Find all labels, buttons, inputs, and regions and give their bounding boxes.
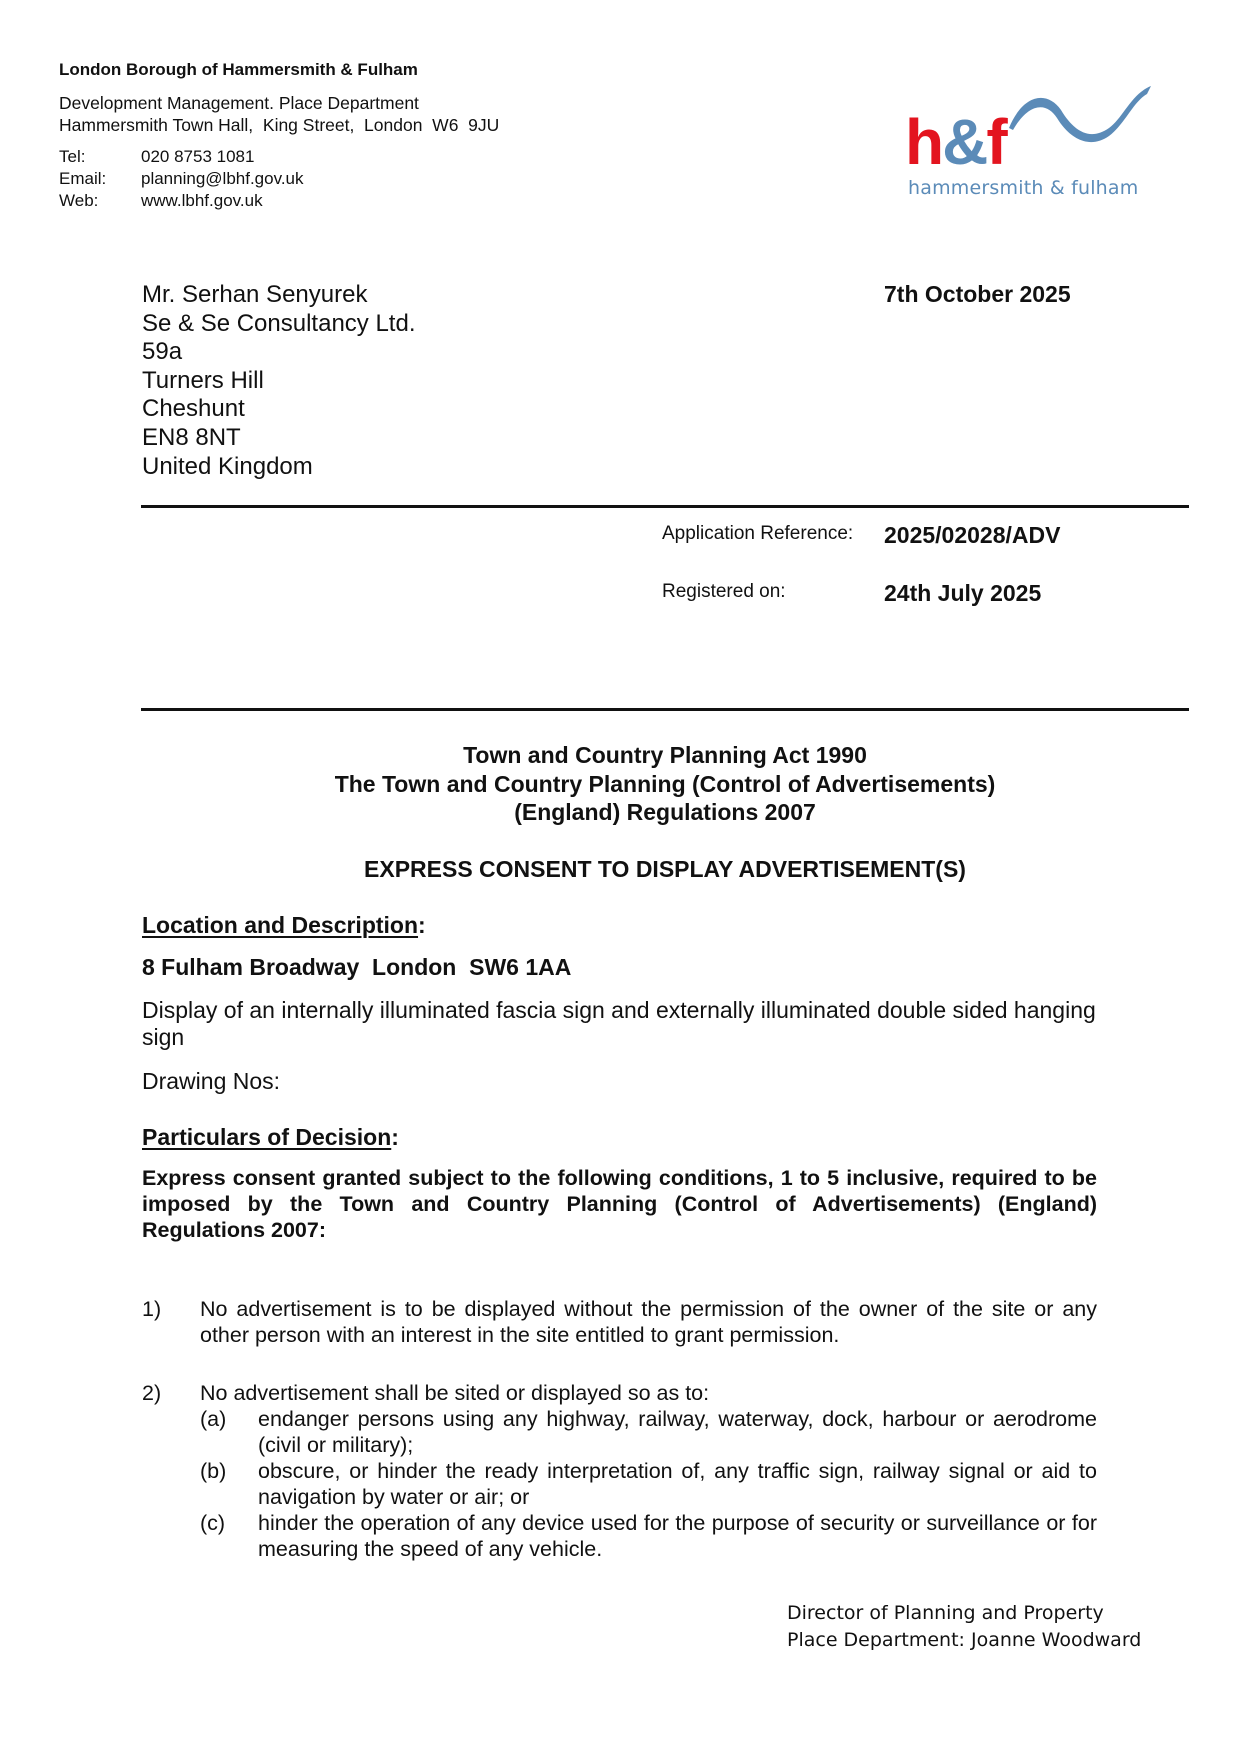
divider [141, 505, 1189, 508]
condition-sub-item [200, 1510, 1097, 1562]
signatory-name: Place Department: Joanne Woodward [787, 1629, 1142, 1651]
location-heading [142, 912, 426, 939]
contact-value: www.lbhf.gov.uk [141, 191, 263, 210]
sub-item-text: endanger persons using any highway, railway, waterway, dock, harbour or aerodrome (civil or military); [258, 1407, 1097, 1457]
address-line: Se & Se Consultancy Ltd. [142, 309, 416, 337]
application-reference-label: Application Reference: [662, 523, 854, 544]
contact-tel [59, 146, 304, 168]
address-line: Cheshunt [142, 395, 245, 423]
condition-sub-item [200, 1458, 1097, 1510]
condition-item [142, 1296, 1097, 1348]
decision-heading [142, 1124, 399, 1151]
address-line: Mr. Serhan Senyurek [142, 281, 368, 308]
condition-text: No advertisement is to be displayed without the permission of the owner of the site or any other person with an interest in the site entitled to grant permission. [200, 1297, 1097, 1347]
organisation-name: London Borough of Hammersmith & Fulham [59, 60, 418, 79]
sub-item-letter: (a) [200, 1407, 227, 1431]
contact-label: Web: [59, 191, 99, 210]
contact-email [59, 168, 304, 190]
legislation-line: The Town and Country Planning (Control of Advertisements) [334, 770, 996, 797]
legislation-title [141, 741, 1189, 827]
location-heading-text: Location and Description [142, 912, 419, 938]
address-line: Turners Hill [142, 366, 264, 394]
sub-item-text: obscure, or hinder the ready interpretation of, any traffic sign, railway signal or aid to navigation by water or air; or [258, 1459, 1097, 1509]
sub-item-text: hinder the operation of any device used for the purpose of security or surveillance or for measuring the speed of any vehicle. [258, 1511, 1097, 1561]
contact-details [59, 146, 304, 212]
logo-f: f [986, 106, 1006, 178]
ribbon-swoosh-icon [1005, 80, 1155, 160]
drawing-numbers-label: Drawing Nos: [142, 1068, 281, 1094]
application-reference-value: 2025/02028/ADV [884, 522, 1061, 548]
letter-date: 7th October 2025 [884, 281, 1071, 307]
condition-number: 2) [142, 1381, 162, 1405]
site-address: 8 Fulham Broadway London SW6 1AA [142, 954, 572, 980]
decision-heading-text: Particulars of Decision [142, 1124, 392, 1150]
divider [141, 708, 1189, 711]
sub-item-letter: (c) [200, 1511, 226, 1535]
contact-label: Tel: [59, 147, 86, 166]
decision-type-heading: EXPRESS CONSENT TO DISPLAY ADVERTISEMENT(S) [364, 856, 966, 882]
logo-subtitle: hammersmith & fulham [908, 177, 1139, 199]
logo-wordmark [905, 106, 1006, 178]
contact-value: planning@lbhf.gov.uk [141, 169, 304, 188]
condition-item [142, 1380, 1097, 1562]
condition-sub-item [200, 1406, 1097, 1458]
council-address: Hammersmith Town Hall, King Street, London W6 9JU [59, 115, 500, 135]
decision-intro: Express consent granted subject to the following conditions, 1 to 5 inclusive, required to be imposed by the Town and Country Planning (Control of Advertisements) (England) Regulations 2007: [142, 1166, 1097, 1242]
address-line: EN8 8NT [142, 423, 241, 451]
signature-block [787, 1600, 1141, 1654]
legislation-line: (England) Regulations 2007 [514, 799, 816, 825]
logo-ampersand: & [942, 106, 987, 178]
condition-text: No advertisement shall be sited or displayed so as to: [200, 1381, 710, 1405]
registered-on-label: Registered on: [662, 581, 786, 602]
legislation-line: Town and Country Planning Act 1990 [463, 742, 867, 768]
logo-h: h [905, 106, 943, 178]
contact-label: Email: [59, 169, 107, 188]
address-line: United Kingdom [142, 452, 313, 480]
sub-item-letter: (b) [200, 1459, 227, 1483]
contact-web [59, 190, 304, 212]
heading-colon: : [391, 1124, 399, 1150]
contact-value: 020 8753 1081 [141, 147, 255, 166]
registered-on-value: 24th July 2025 [884, 580, 1042, 606]
condition-number: 1) [142, 1297, 162, 1321]
proposal-description: Display of an internally illuminated fascia sign and externally illuminated double sided hanging sign [142, 997, 1096, 1050]
department-name: Development Management. Place Department [59, 93, 419, 113]
council-logo [905, 80, 1155, 210]
heading-colon: : [418, 912, 426, 938]
recipient-address [142, 281, 416, 481]
signatory-title: Director of Planning and Property [787, 1602, 1104, 1624]
address-line: 59a [142, 338, 183, 366]
